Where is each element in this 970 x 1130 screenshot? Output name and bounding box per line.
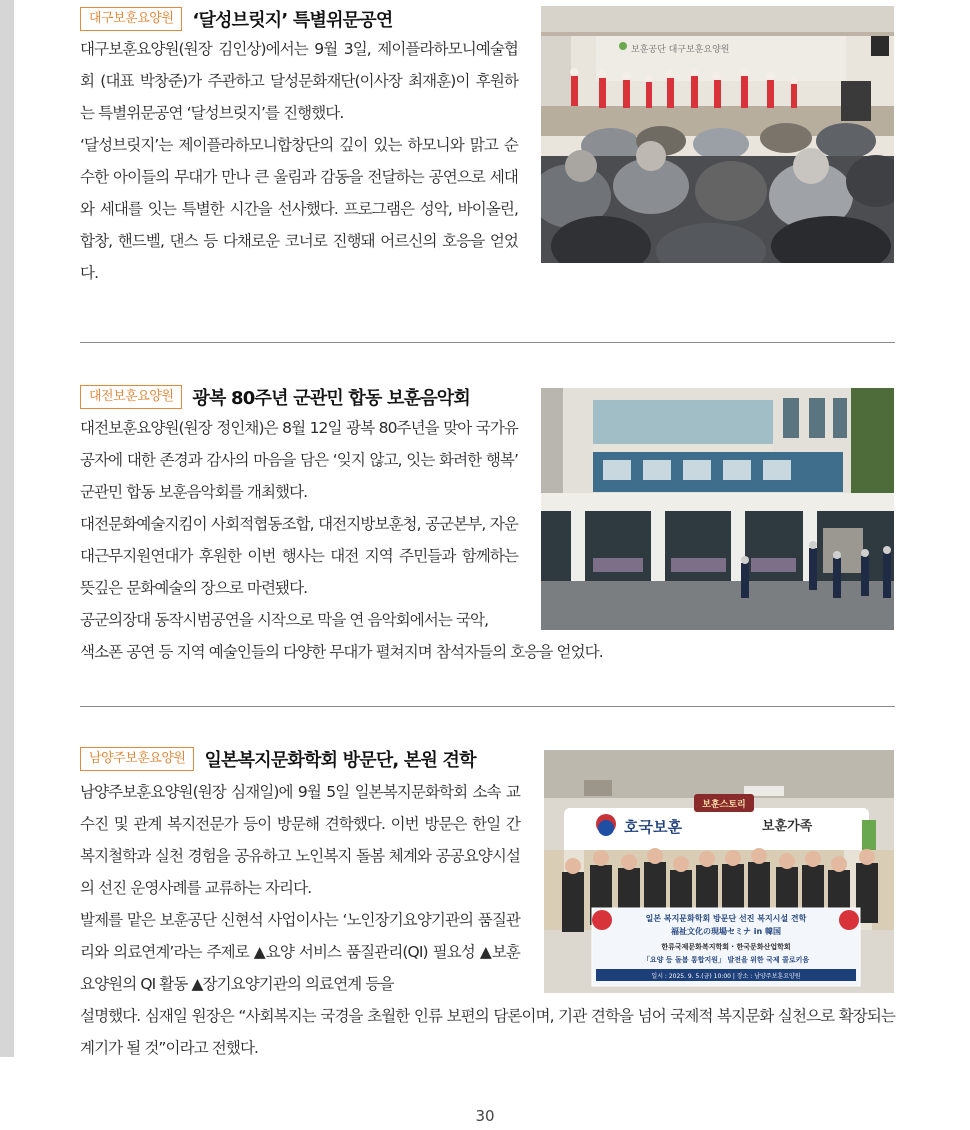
paragraph: 대전보훈요양원(원장 정인채)은 8월 12일 광복 80주년을 맞아 국가유공자에 대한 존경과 감사의 마음을 담은 ‘잊지 않고, 잇는 화려한 행복’ 군관민 합동 보훈음악회를 개최했다.: [80, 419, 518, 501]
section-header: [80, 746, 476, 772]
section-header: [80, 384, 470, 410]
paragraph: 대전문화예술지킴이 사회적협동조합, 대전지방보훈청, 공군본부, 자운대근무지원연대가 후원한 이번 행사는 대전 지역 주민들과 함께하는 뜻깊은 문화예술의 장으로 마련됐다.: [80, 515, 518, 597]
board-left-label: 호국보훈: [624, 818, 682, 836]
banner-line-1: 일본 복지문화학회 방문단 선진 복지시설 견학: [645, 914, 807, 923]
section-tag: 대전보훈요양원: [80, 385, 182, 409]
photo-daegu-svg: [541, 6, 894, 263]
paragraph: 발제를 맡은 보훈공단 신현석 사업이사는 ‘노인장기요양기관의 품질관리와 의료연계’라는 주제로 ▲요양 서비스 품질관리(QI) 필요성 ▲보훈요양원의 QI 활동 ▲장기요양기관의 의료연계 등을: [80, 911, 520, 993]
photo-namyangju-svg: [544, 750, 894, 993]
section-divider: [80, 706, 895, 707]
section-tag: 남양주보훈요양원: [80, 747, 194, 771]
photo-daejeon-svg: [541, 388, 894, 630]
paragraph: 설명했다. 심재일 원장은 “사회복지는 국경을 초월한 인류 보편의 담론이며, 기관 견학을 넘어 국제적 복지문화 실천으로 확장되는 계기가 될 것”이라고 전했다.: [80, 1007, 895, 1057]
paragraph: ‘달성브릿지’는 제이플라하모니합창단의 깊이 있는 하모니와 맑고 순수한 아이들의 무대가 만나 큰 울림과 감동을 전달하는 공연으로 세대와 세대를 잇는 특별한 시간을 선사했다. 프로그램은 성악, 바이올린, 합창, 핸드벨, 댄스 등 다채로운 코너로 진행돼 어르신의 호응을 얻었다.: [80, 136, 518, 282]
left-margin-bar: [0, 0, 14, 1057]
section-title: 일본복지문화학회 방문단, 본원 견학: [204, 750, 476, 771]
paragraph: 대구보훈요양원(원장 김인상)에서는 9월 3일, 제이플라하모니예술협회 (대표 박창준)가 주관하고 달성문화재단(이사장 최재훈)이 후원하는 특별위문공연 ‘달성브릿지’를 진행했다.: [80, 40, 518, 122]
section-title: 광복 80주년 군관민 합동 보훈음악회: [192, 388, 470, 409]
section-title: ‘달성브릿지’ 특별위문공연: [192, 10, 393, 31]
board-right-label: 보훈가족: [762, 819, 813, 834]
banner-line-3: 한류국제문화복지학회 · 한국문화산업학회: [661, 943, 791, 951]
section-header: [80, 6, 392, 32]
photo-namyangju-visit: [544, 750, 894, 993]
paragraph: 공군의장대 동작시범공연을 시작으로 막을 연 음악회에서는 국악,: [80, 611, 489, 629]
paragraph: 색소폰 공연 등 지역 예술인들의 다양한 무대가 펼쳐지며 참석자들의 호응을 얻었다.: [80, 643, 603, 661]
section-tag: 대구보훈요양원: [80, 7, 182, 31]
facility-sign: 보훈공단 대구보훈요양원: [631, 45, 730, 55]
banner-line-5: 일시 : 2025. 9. 5.(금) 10:00 | 장소 : 남양주보훈요양원: [651, 973, 801, 980]
page-number: 30: [475, 1107, 495, 1125]
banner-line-2: 福祉文化の現場セミナ in 韓国: [670, 927, 782, 936]
photo-daejeon-concert: [541, 388, 894, 630]
section-divider: [80, 342, 895, 343]
board-top-label: 보훈스토리: [702, 800, 746, 810]
banner-line-4: 「요양 등 돌봄 통합지원」 발전을 위한 국제 콜로키움: [642, 956, 810, 964]
paragraph: 남양주보훈요양원(원장 심재일)에 9월 5일 일본복지문화학회 소속 교수진 및 관계 복지전문가 등이 방문해 견학했다. 이번 방문은 한일 간 복지철학과 실천 경험을 공유하고 노인복지 돌봄 체계와 공공요양시설의 선진 운영사례를 교류하는 자리다.: [80, 783, 520, 897]
photo-daegu-performance: [541, 6, 894, 263]
